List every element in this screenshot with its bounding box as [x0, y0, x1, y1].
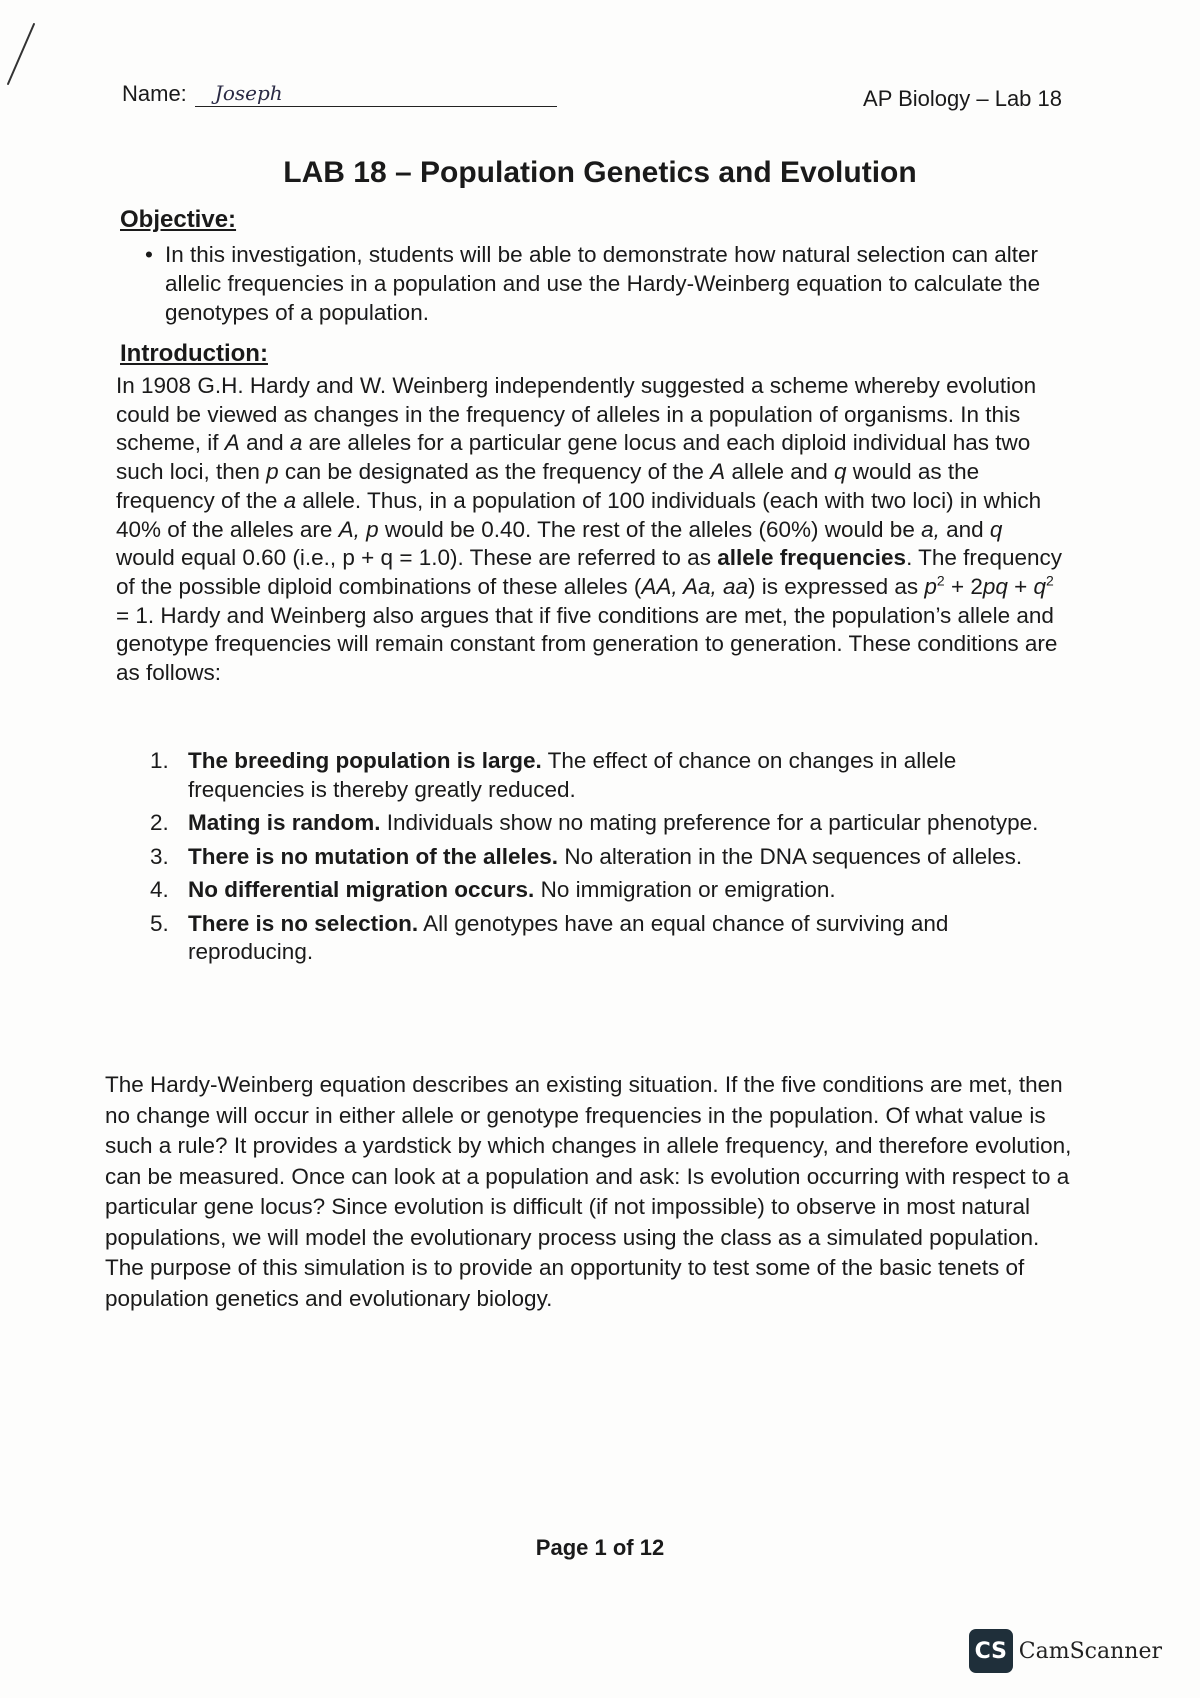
name-label: Name:	[122, 81, 187, 106]
page-number: Page 1 of 12	[535, 1535, 665, 1560]
list-item: 5. There is no selection. All genotypes have an equal chance of surviving and reproducing.	[150, 910, 949, 964]
name-value: Joseph	[214, 81, 283, 105]
page-title: LAB 18 – Population Genetics and Evolution	[283, 156, 917, 189]
bullet-icon: •	[145, 242, 153, 267]
objective-item	[145, 240, 1075, 327]
objective-heading: Objective:	[120, 206, 237, 233]
camscanner-name: CamScanner	[1018, 1638, 1162, 1664]
camscanner-logo-icon: CS	[969, 1629, 1013, 1673]
objective-text: In this investigation, students will be able to demonstrate how natural selection can alter allelic frequencies in a population and use the Hardy-Weinberg equation to calculate the genotypes of a population.	[165, 242, 1041, 325]
list-item: 3. There is no mutation of the alleles. No alteration in the DNA sequences of alleles.	[150, 843, 1023, 869]
closing-paragraph: The Hardy-Weinberg equation describes an existing situation. If the five conditions are met, then no change will occur in either allele or genotype frequencies in the population. Of what value is such a rule? It provides a yardstick by which changes in allele frequency, and therefore evolution, can be measured. Once can look at a population and ask: Is evolution occurring with respect to a particular gene locus? Since evolution is difficult (if not impossible) to observe in most natural populations, we will model the evolutionary process using the class as a simulated population. The purpose of this simulation is to provide an opportunity to test some of the basic tenets of population genetics and evolutionary biology.	[105, 1072, 1072, 1311]
list-item: 4. No differential migration occurs. No immigration or emigration.	[150, 877, 836, 902]
introduction-heading: Introduction:	[120, 340, 268, 367]
name-line	[195, 80, 557, 107]
introduction-paragraph: In 1908 G.H. Hardy and W. Weinberg independently suggested a scheme whereby evolution could be viewed as changes in the frequency of alleles in a population of organisms. In this scheme, if A and a are alleles for a particular gene locus and each diploid individual has two such loci, then p can be designated as the frequency of the A allele and q would as the frequency of the a allele. Thus, in a population of 100 individuals (each with two loci) in which 40% of the alleles are A, p would be 0.40. The rest of the alleles (60%) would be a, and q would equal 0.60 (i.e., p + q = 1.0). These are referred to as allele frequencies. The frequency of the possible diploid combinations of these alleles (AA, Aa, aa) is expressed as $p^2 + 2pq + q^2 = 1$. Hardy and Weinberg also argues that if five conditions are met, the population’s allele and genotype frequencies will remain constant from generation to generation. These conditions are as follows:	[116, 373, 1062, 686]
course-label: AP Biology – Lab 18	[863, 86, 1062, 111]
camscanner-watermark	[969, 1629, 1162, 1673]
pen-mark	[0, 20, 40, 90]
list-item: 2. Mating is random. Individuals show no mating preference for a particular phenotype.	[150, 810, 1039, 835]
list-item: 1. The breeding population is large. The effect of chance on changes in allele frequencies is thereby greatly reduced.	[150, 748, 957, 802]
name-field	[122, 80, 557, 107]
allele-frequencies-term: allele frequencies	[717, 545, 907, 571]
conditions-list	[150, 747, 1070, 972]
